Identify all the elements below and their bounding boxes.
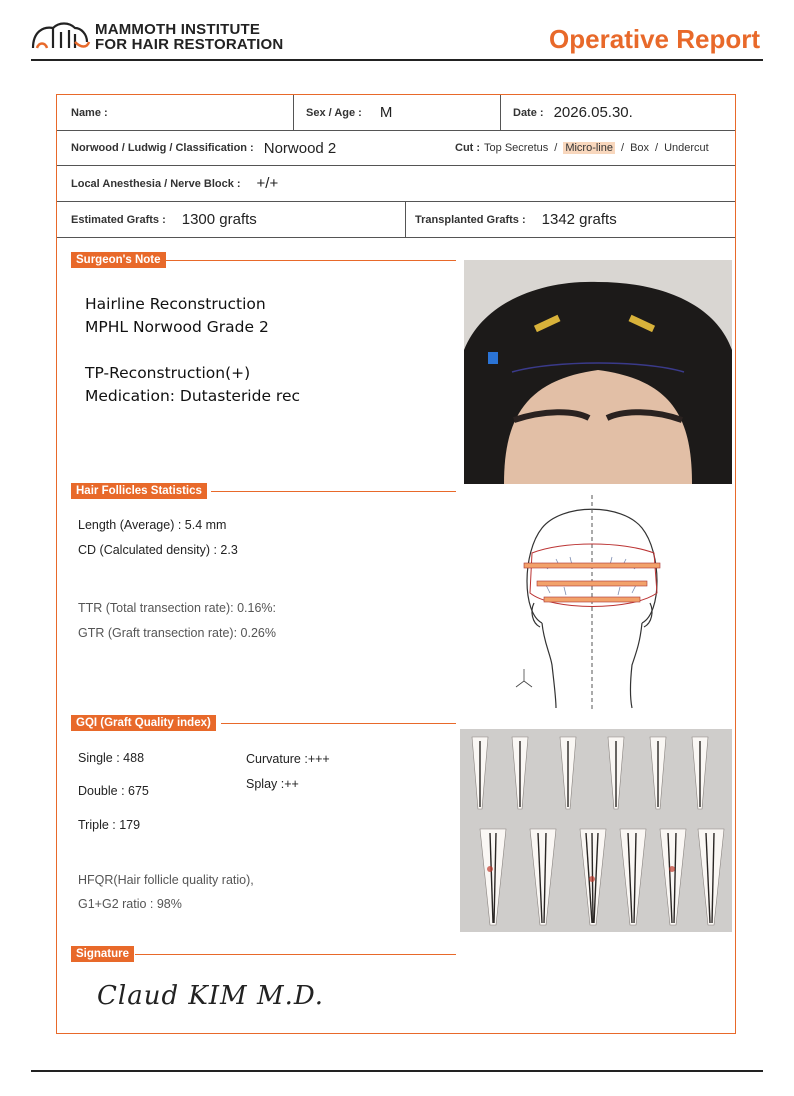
- cut-option-box: Box: [630, 142, 650, 154]
- note-line: MPHL Norwood Grade 2: [85, 318, 269, 336]
- heading-rule: [135, 954, 456, 955]
- note-line: Medication: Dutasteride rec: [85, 387, 301, 405]
- hairline-photo: [464, 260, 732, 484]
- signature-text: Claud KIM M.D.: [97, 981, 325, 1011]
- estimated-grafts-label: Estimated Grafts :: [71, 213, 166, 226]
- divider: [500, 95, 501, 130]
- anesthesia-value: +/+: [256, 175, 279, 192]
- logo-text: [95, 22, 283, 52]
- logo: [31, 18, 91, 52]
- date-cell: [513, 95, 713, 130]
- separator: /: [655, 142, 659, 154]
- bottom-divider: [31, 1070, 763, 1072]
- row-classification-cut: [57, 131, 735, 166]
- follicle-photo-image: [460, 729, 732, 932]
- row-anesthesia: [57, 166, 735, 202]
- anesthesia-cell: [71, 166, 571, 201]
- classification-label: Norwood / Ludwig / Classification :: [71, 142, 254, 154]
- sex-age-cell: [306, 95, 496, 130]
- cut-option-top-secretus: Top Secretus: [484, 142, 549, 154]
- stat-cd: CD (Calculated density) : 2.3: [78, 543, 238, 557]
- logo-line1: MAMMOTH INSTITUTE: [95, 21, 261, 38]
- classification-cell: [71, 131, 451, 165]
- top-divider: [31, 59, 763, 61]
- classification-value: Norwood 2: [263, 139, 337, 157]
- separator: /: [554, 142, 558, 154]
- stat-length: Length (Average) : 5.4 mm: [78, 518, 227, 532]
- surgeons-note-heading: [71, 252, 456, 268]
- gqi-single: Single : 488: [78, 751, 145, 765]
- gqi-double: Double : 675: [78, 784, 149, 798]
- gqi-triple: Triple : 179: [78, 818, 141, 832]
- anesthesia-label: Local Anesthesia / Nerve Block :: [71, 177, 241, 190]
- transplanted-grafts-cell: [415, 202, 715, 237]
- gqi-splay: Splay :++: [246, 777, 299, 791]
- stats-heading: [71, 483, 456, 499]
- cut-option-micro-line: Micro-line: [565, 142, 613, 154]
- stats-title: Hair Follicles Statistics: [71, 483, 207, 499]
- estimated-grafts-cell: [71, 202, 391, 237]
- signature-title: Signature: [71, 946, 134, 962]
- sex-age-label: Sex / Age :: [306, 106, 362, 119]
- follicle-photo: [460, 729, 732, 932]
- note-line-blank: [85, 339, 445, 362]
- note-line: Hairline Reconstruction: [85, 295, 266, 313]
- surgeons-note-title: Surgeon's Note: [71, 252, 166, 268]
- cut-option-undercut: Undercut: [664, 142, 709, 154]
- cut-label: Cut :: [455, 142, 481, 154]
- heading-rule: [221, 723, 456, 724]
- note-line: TP-Reconstruction(+): [85, 364, 251, 382]
- stat-gtr: GTR (Graft transection rate): 0.26%: [78, 626, 276, 640]
- date-label: Date :: [513, 106, 544, 119]
- name-label: Name :: [71, 106, 108, 119]
- mammoth-logo-icon: [31, 18, 91, 52]
- gqi-heading: [71, 715, 456, 731]
- divider: [293, 95, 294, 130]
- heading-rule: [151, 260, 456, 261]
- cut-options: [455, 131, 735, 165]
- date-value: 2026.05.30.: [553, 104, 633, 121]
- heading-rule: [211, 491, 456, 492]
- estimated-grafts-value: 1300 grafts: [181, 211, 257, 228]
- transplanted-grafts-label: Transplanted Grafts :: [415, 213, 526, 226]
- head-back-diagram: [512, 493, 672, 713]
- logo-line2: FOR HAIR RESTORATION: [95, 36, 284, 53]
- divider: [405, 202, 406, 237]
- transplanted-grafts-value: 1342 grafts: [541, 211, 617, 228]
- row-name-sex-date: [57, 95, 735, 131]
- hairline-photo-image: [464, 260, 732, 484]
- gqi-title: GQI (Graft Quality index): [71, 715, 216, 731]
- surgeons-note-body: [85, 293, 445, 408]
- separator: /: [621, 142, 625, 154]
- gqi-hfqr: HFQR(Hair follicle quality ratio),: [78, 873, 254, 887]
- stat-ttr: TTR (Total transection rate): 0.16%:: [78, 601, 276, 615]
- donor-area-diagram: [512, 493, 672, 713]
- sex-age-value: M: [379, 104, 393, 121]
- report-title: Operative Report: [549, 24, 760, 54]
- row-grafts: [57, 202, 735, 238]
- report-frame: [56, 94, 736, 1034]
- name-cell: [71, 95, 291, 130]
- gqi-curvature: Curvature :+++: [246, 752, 330, 766]
- gqi-ratio: G1+G2 ratio : 98%: [78, 897, 182, 911]
- signature-heading: [71, 946, 456, 962]
